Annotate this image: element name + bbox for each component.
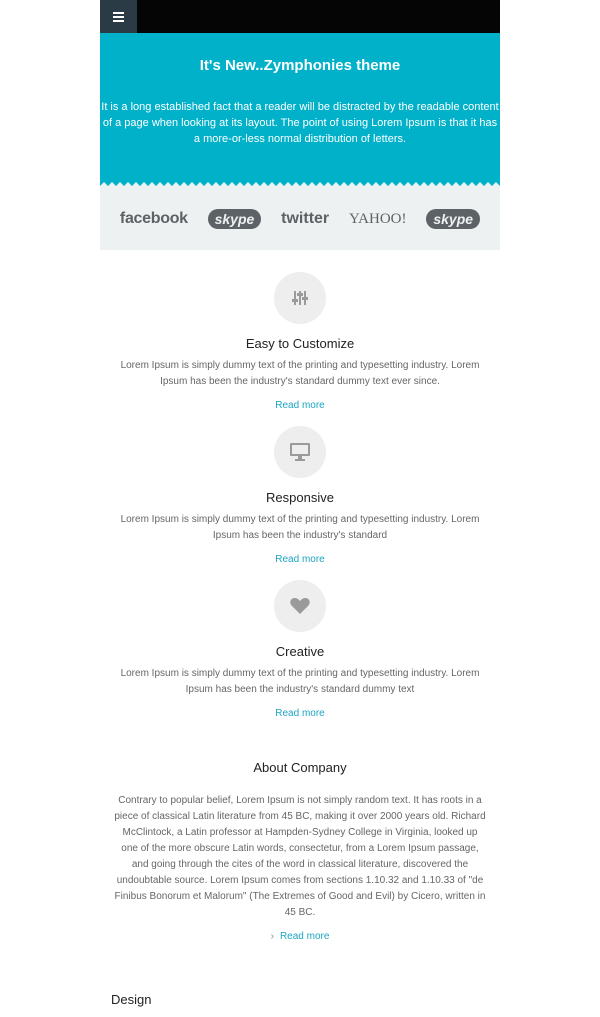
about-text: Contrary to popular belief, Lorem Ipsum is not simply random text. It has roots in a piece of classical Latin literature from 45 BC, making it over 2000 years old. Richard McClintock, a Latin professor at Hampden-Sydney College in Virginia, looked up one of the more obscure Latin words, consectetur, from a Lorem Ipsum passage, and going through the cites of the word in classical literature, discovered the undoubtable source. Lorem Ipsum comes from sections 1.10.32 and 1.10.33 of "de Finibus Bonorum et Malorum" (The Extremes of Good and Evil) by Cicero, written in 45 BC.	[114, 795, 486, 918]
feature-icon-circle	[274, 580, 326, 632]
design-heading: Design	[111, 992, 152, 1007]
top-bar	[100, 0, 500, 33]
feature-read-more-link[interactable]: Read more	[275, 400, 325, 411]
twitter-logo[interactable]: twitter	[281, 210, 330, 227]
feature-text: Lorem Ipsum is simply dummy text of the printing and typesetting industry. Lorem Ipsum has been the industry's standard dummy text ever since.	[120, 360, 480, 387]
feature-title: Creative	[275, 644, 325, 659]
feature-easy-to-customize	[100, 272, 500, 411]
client-logos-strip	[100, 188, 500, 250]
about-title: About Company	[253, 760, 347, 775]
hamburger-menu-icon	[113, 12, 124, 22]
page	[100, 0, 500, 1017]
yahoo-logo[interactable]: YAHOO!	[349, 210, 407, 227]
skype-logo-2[interactable]: skype	[426, 209, 480, 229]
feature-responsive	[100, 426, 500, 565]
feature-read-more-link[interactable]: Read more	[275, 708, 325, 719]
hero-title: It's New..Zymphonies theme	[199, 57, 401, 74]
feature-text: Lorem Ipsum is simply dummy text of the printing and typesetting industry. Lorem Ipsum has been the industry's standard	[120, 514, 480, 541]
feature-creative	[100, 580, 500, 719]
menu-button[interactable]	[100, 0, 137, 33]
chevron-right-icon: ›	[270, 931, 274, 942]
feature-title: Responsive	[266, 490, 334, 505]
skype-logo[interactable]: skype	[208, 209, 262, 229]
desktop-icon	[290, 443, 310, 461]
feature-text: Lorem Ipsum is simply dummy text of the printing and typesetting industry. Lorem Ipsum has been the industry's standard dummy text	[120, 668, 480, 695]
about-company-section	[100, 760, 500, 942]
about-read-more-label: Read more	[279, 931, 330, 942]
about-read-more-link[interactable]	[100, 931, 500, 942]
feature-icon-circle	[274, 426, 326, 478]
hero-text: It is a long established fact that a reader will be distracted by the readable content of a page when looking at its layout. The point of using Lorem Ipsum is that it has a more-or-less normal distribution of letters.	[101, 101, 499, 145]
facebook-logo[interactable]: facebook	[119, 210, 188, 227]
feature-icon-circle	[274, 272, 326, 324]
feature-title: Easy to Customize	[245, 336, 355, 351]
heart-icon	[290, 597, 310, 615]
feature-read-more-link[interactable]: Read more	[275, 554, 325, 565]
hero-banner	[100, 33, 500, 188]
sliders-icon	[292, 290, 308, 306]
